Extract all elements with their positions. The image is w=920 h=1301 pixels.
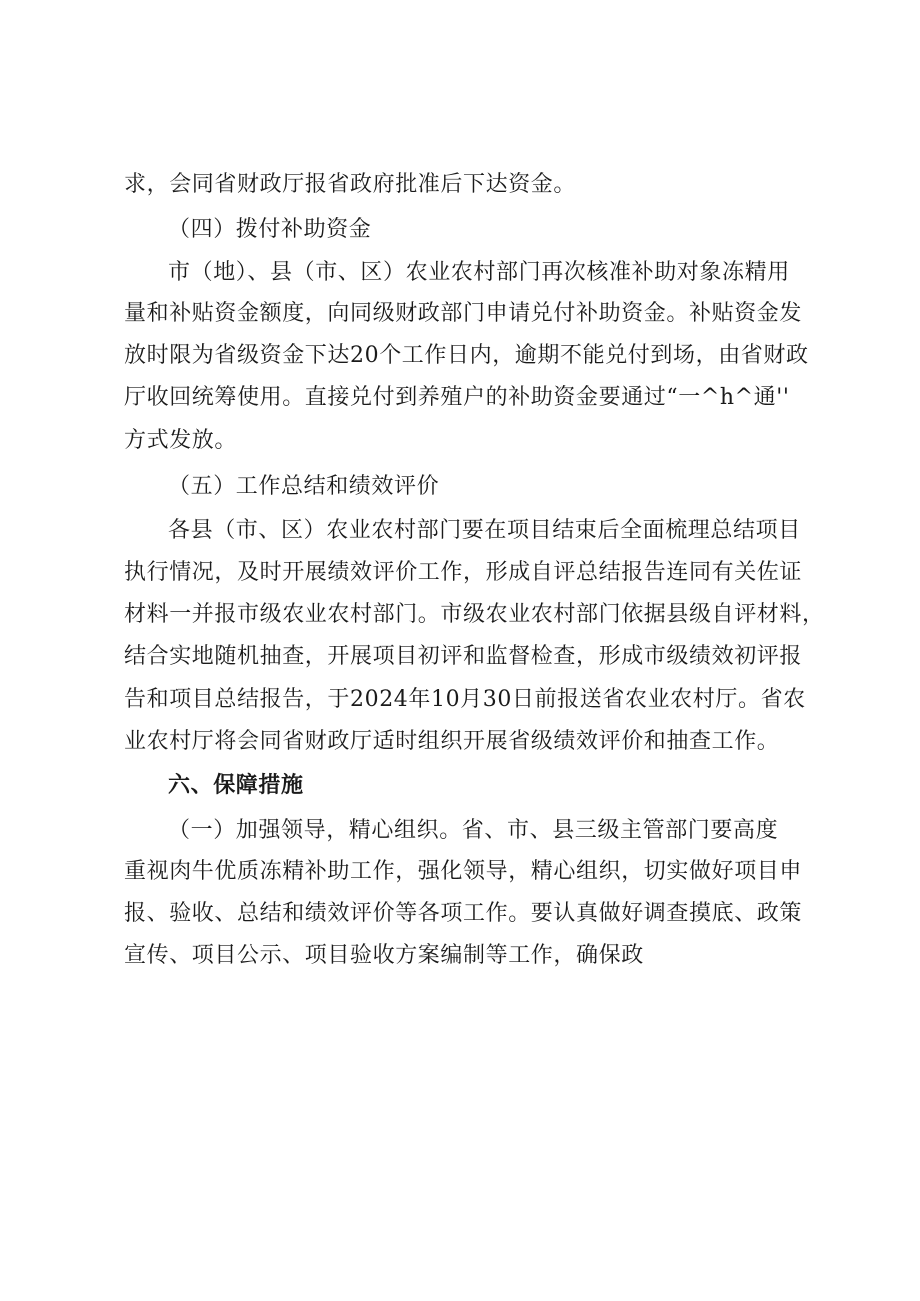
section-heading: 六、保障措施 xyxy=(168,773,304,798)
paragraph-line: 结合实地随机抽查，开展项目初评和监督检查，形成市级绩效初评报 xyxy=(124,644,803,669)
paragraph-line: 放时限为省级资金下达20个工作日内，逾期不能兑付到场，由省财政 xyxy=(124,343,809,368)
paragraph-line: 各县（市、区）农业农村部门要在项目结束后全面梳理总结项目 xyxy=(168,518,801,543)
paragraph-line: （一）加强领导，精心组织。省、市、县三级主管部门要高度 xyxy=(168,818,779,843)
paragraph-line: 厅收回统筹使用。直接兑付到养殖户的补助资金要通过“一^h^通'' xyxy=(124,385,790,410)
paragraph-line: 业农村厅将会同省财政厅适时组织开展省级绩效评价和抽查工作。 xyxy=(124,729,780,754)
subsection-heading: （四）拨付补助资金 xyxy=(168,217,372,242)
paragraph-line: 求，会同省财政厅报省政府批准后下达资金。 xyxy=(124,172,577,197)
paragraph-line: 材料一并报市级农业农村部门。市级农业农村部门依据县级自评材料， xyxy=(124,602,825,627)
paragraph-line: 量和补贴资金额度，向同级财政部门申请兑付补助资金。补贴资金发 xyxy=(124,301,803,326)
paragraph-line: 市（地）、县（市、区）农业农村部门再次核准补助对象冻精用 xyxy=(168,260,790,285)
paragraph-line: 报、验收、总结和绩效评价等各项工作。要认真做好调查摸底、政策 xyxy=(124,901,803,926)
subsection-heading: （五）工作总结和绩效评价 xyxy=(168,474,440,499)
paragraph-line: 方式发放。 xyxy=(124,428,238,453)
paragraph-line: 重视肉牛优质冻精补助工作，强化领导，精心组织，切实做好项目申 xyxy=(124,859,803,884)
paragraph-line: 告和项目总结报告，于2024年10月30日前报送省农业农村厅。省农 xyxy=(124,687,806,712)
paragraph-line: 执行情况，及时开展绩效评价工作，形成自评总结报告连同有关佐证 xyxy=(124,560,803,585)
paragraph-line: 宣传、项目公示、项目验收方案编制等工作，确保政 xyxy=(124,943,644,968)
